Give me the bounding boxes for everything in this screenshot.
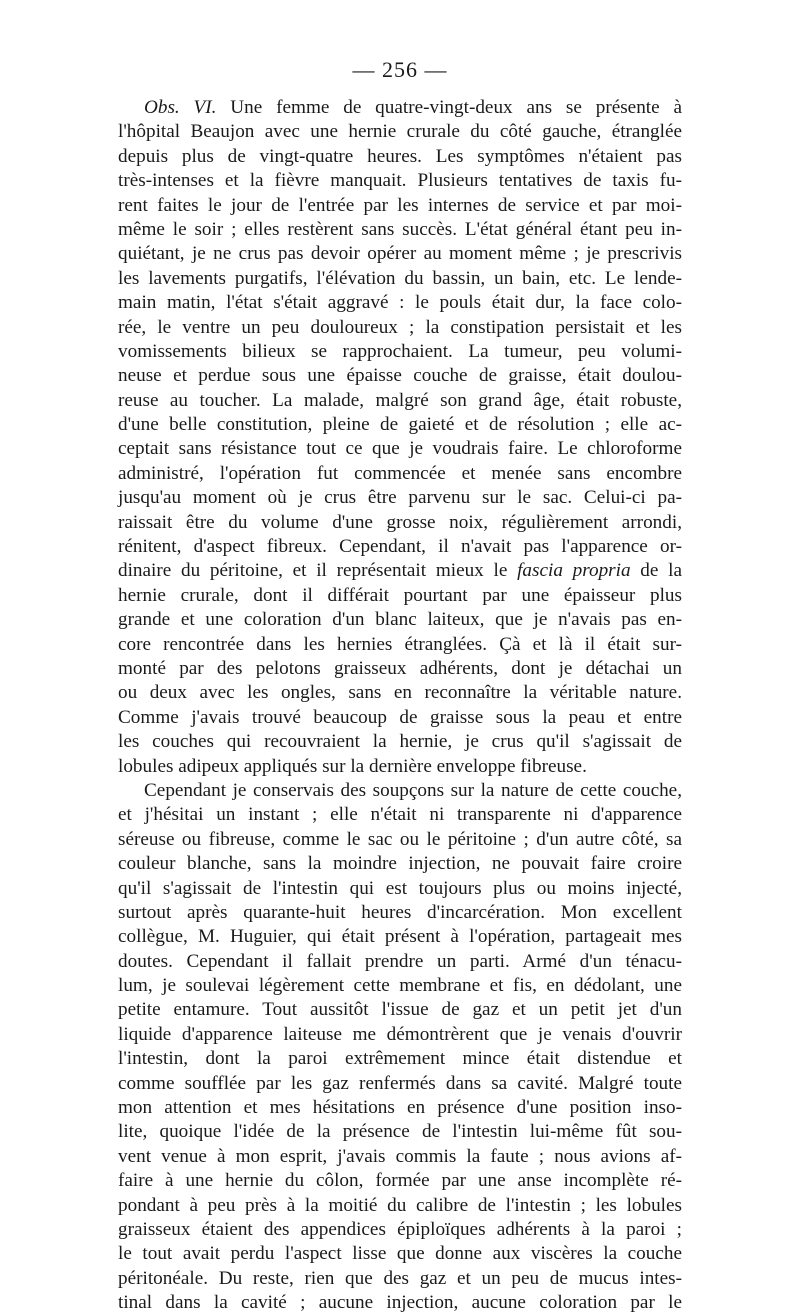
text-line: le tout avait perdu l'aspect lisse que donne aux viscères la couche xyxy=(118,1243,682,1265)
text-line: jusqu'au moment où je crus être parvenu sur le sac. Celui-ci pa- xyxy=(118,487,682,509)
text-line: et j'hésitai un instant ; elle n'était ni transparente ni d'apparence xyxy=(118,804,682,826)
text-line: main matin, l'état s'était aggravé : le pouls était dur, la face colo- xyxy=(118,292,682,314)
text-line: vomissements bilieux se rapprochaient. La tumeur, peu volumi- xyxy=(118,340,682,362)
text-line: les couches qui recouvraient la hernie, je crus qu'il s'agissait de xyxy=(118,731,682,753)
text-line: d'une belle constitution, pleine de gaieté et de résolution ; elle ac- xyxy=(118,414,682,436)
text-line: dinaire du péritoine, et il représentait mieux le fascia propria de la xyxy=(118,560,682,582)
text-line: vent venue à mon esprit, j'avais commis la faute ; nous avions af- xyxy=(118,1145,682,1167)
text-line: petite entamure. Tout aussitôt l'issue de gaz et un petit jet d'un xyxy=(118,999,682,1021)
paragraph-cependant xyxy=(118,779,682,1316)
text-line: faire à une hernie du côlon, formée par une anse incomplète ré- xyxy=(118,1170,682,1192)
text-line: quiétant, je ne crus pas devoir opérer au moment même ; je prescrivis xyxy=(118,243,682,265)
text-line: administré, l'opération fut commencée et menée sans encombre xyxy=(118,462,682,484)
text-line: depuis plus de vingt-quatre heures. Les symptômes n'étaient pas xyxy=(118,145,682,167)
text-line: raissait être du volume d'une grosse noix, régulièrement arrondi, xyxy=(118,511,682,533)
text-line: core rencontrée dans les hernies étranglées. Çà et là il était sur- xyxy=(118,633,682,655)
text-line: Obs. VI. Une femme de quatre-vingt-deux ans se présente à xyxy=(144,97,683,118)
text-line: ceptait sans résistance tout ce que je voudrais faire. Le chloroforme xyxy=(118,438,682,460)
text-line: très-intenses et la fièvre manquait. Plusieurs tentatives de taxis fu- xyxy=(118,170,682,192)
paragraph-obs-vi xyxy=(118,96,682,779)
text-line: qu'il s'agissait de l'intestin qui est toujours plus ou moins injecté, xyxy=(118,877,682,899)
text-line: rent faites le jour de l'entrée par les internes de service et par moi- xyxy=(118,194,682,216)
text-line: Cependant je conservais des soupçons sur la nature de cette couche, xyxy=(144,779,682,801)
text-line: collègue, M. Huguier, qui était présent à l'opération, partageait mes xyxy=(118,926,682,948)
page-number: — 256 — xyxy=(352,57,448,82)
text-line: séreuse ou fibreuse, comme le sac ou le péritoine ; d'un autre côté, sa xyxy=(118,828,682,850)
text-line: l'intestin, dont la paroi extrêmement mince était distendue et xyxy=(118,1048,682,1070)
text-line: même le soir ; elles restèrent sans succès. L'état général étant peu in- xyxy=(118,218,682,240)
text-line: Comme j'avais trouvé beaucoup de graisse sous la peau et entre xyxy=(118,706,682,728)
text-line: tinal dans la cavité ; aucune injection, aucune coloration par le xyxy=(118,1292,682,1314)
body-text xyxy=(118,96,682,1316)
text-line: l'hôpital Beaujon avec une hernie crurale du côté gauche, étranglée xyxy=(118,121,682,143)
text-line: ou deux avec les ongles, sans en reconnaître la véritable nature. xyxy=(118,682,682,704)
text-line: monté par des pelotons graisseux adhérents, dont je détachai un xyxy=(118,657,682,679)
observation-label: Obs. VI. xyxy=(144,97,217,118)
text-line: hernie crurale, dont il différait pourtant par une épaisseur plus xyxy=(118,584,682,606)
text-line: grande et une coloration d'un blanc laiteux, que je n'avais pas en- xyxy=(118,609,682,631)
text-line: comme soufflée par les gaz renfermés dans sa cavité. Malgré toute xyxy=(118,1072,682,1094)
text-line: graisseux étaient des appendices épiploïques adhérents à la paroi ; xyxy=(118,1218,682,1240)
text-line: lum, je soulevai légèrement cette membrane et fis, en dédolant, une xyxy=(118,975,682,997)
text-line: surtout après quarante-huit heures d'incarcération. Mon excellent xyxy=(118,901,682,923)
text-line: lite, quoique l'idée de la présence de l'intestin lui-même fût sou- xyxy=(118,1121,682,1143)
text-line: les lavements purgatifs, l'élévation du bassin, un bain, etc. Le lende- xyxy=(118,267,682,289)
text-line: péritonéale. Du reste, rien que des gaz et un peu de mucus intes- xyxy=(118,1267,682,1289)
text-line: couleur blanche, sans la moindre injection, ne pouvait faire croire xyxy=(118,853,682,875)
text-line: liquide d'apparence laiteuse me démontrèrent que je venais d'ouvrir xyxy=(118,1023,682,1045)
italic-term: fascia propria xyxy=(517,560,631,582)
text-line: reuse au toucher. La malade, malgré son grand âge, était robuste, xyxy=(118,389,682,411)
text-line: rée, le ventre un peu douloureux ; la constipation persistait et les xyxy=(118,316,682,338)
text-line: mon attention et mes hésitations en présence d'une position inso- xyxy=(118,1097,682,1119)
text-line: doutes. Cependant il fallait prendre un parti. Armé d'un ténacu- xyxy=(118,950,682,972)
text-line: rénitent, d'aspect fibreux. Cependant, il n'avait pas l'apparence or- xyxy=(118,536,682,558)
text-line: lobules adipeux appliqués sur la dernière enveloppe fibreuse. xyxy=(118,755,587,777)
text-line: pondant à peu près à la moitié du calibre de l'intestin ; les lobules xyxy=(118,1194,682,1216)
text-line: neuse et perdue sous une épaisse couche de graisse, était doulou- xyxy=(118,365,682,387)
